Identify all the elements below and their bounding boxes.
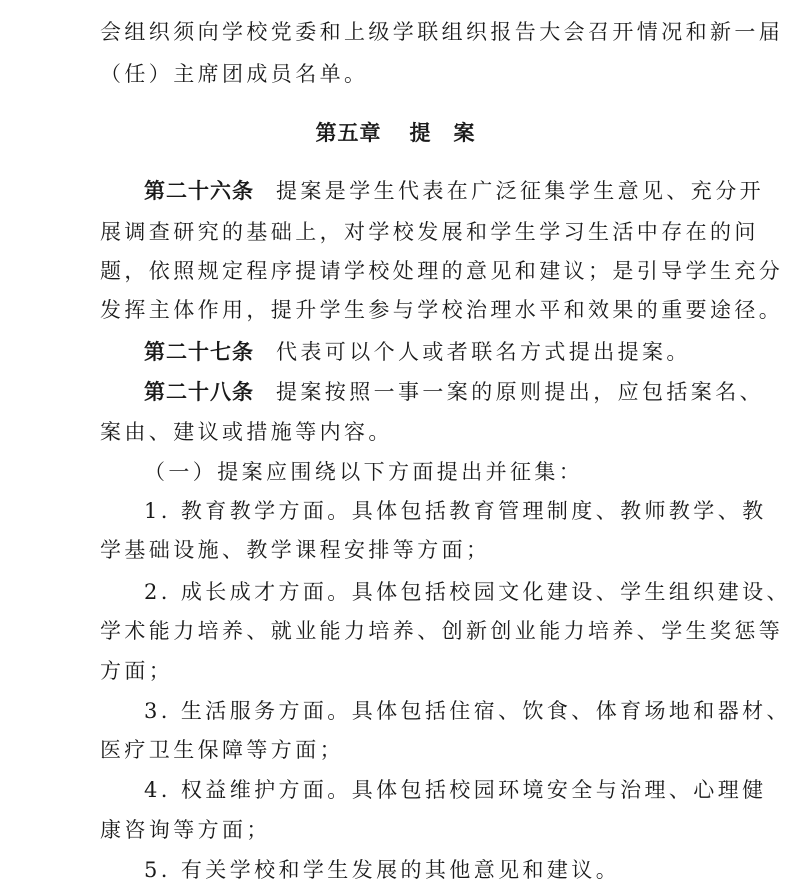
article-28-line [144,378,764,406]
chapter-heading [0,117,791,147]
list-item: 4. 权益维护方面。具体包括校园环境安全与治理、心理健 [144,778,767,802]
article-26-line [144,177,764,205]
list-item: 5. 有关学校和学生发展的其他意见和建议。 [144,858,621,882]
list-item: 3. 生活服务方面。具体包括住宿、饮食、体育场地和器材、 [144,699,791,723]
article-text: 代表可以个人或者联名方式提出提案。 [276,340,691,364]
text-line: 康咨询等方面； [100,818,271,842]
text-line: 会组织须向学校党委和上级学联组织报告大会召开情况和新一届 [100,20,784,44]
text-line: （任）主席团成员名单。 [100,62,369,86]
chapter-title: 提 案 [409,120,476,145]
article-text: 提案是学生代表在广泛征集学生意见、充分开 [276,179,764,203]
text-line: 学术能力培养、就业能力培养、创新创业能力培养、学生奖惩等 [100,619,784,643]
chapter-number: 第五章 [315,120,382,145]
article-number: 第二十七条 [144,340,254,364]
article-27-line [144,338,700,366]
text-line: 方面； [100,659,174,683]
text-line: 题，依照规定程序提请学校处理的意见和建议；是引导学生充分 [100,259,784,283]
list-item: 2. 成长成才方面。具体包括校园文化建设、学生组织建设、 [144,580,791,604]
article-number: 第二十八条 [144,380,254,404]
text-line: 发挥主体作用，提升学生参与学校治理水平和效果的重要途径。 [100,298,784,322]
article-number: 第二十六条 [144,179,254,203]
clause-line: （一）提案应围绕以下方面提出并征集： [144,460,584,484]
text-line: 医疗卫生保障等方面； [100,738,344,762]
text-line: 学基础设施、教学课程安排等方面； [100,538,491,562]
article-text: 提案按照一事一案的原则提出，应包括案名、 [276,380,764,404]
text-line: 案由、建议或措施等内容。 [100,420,393,444]
list-item: 1. 教育教学方面。具体包括教育管理制度、教师教学、教 [144,499,767,523]
text-line: 展调查研究的基础上，对学校发展和学生学习生活中存在的问 [100,220,759,244]
